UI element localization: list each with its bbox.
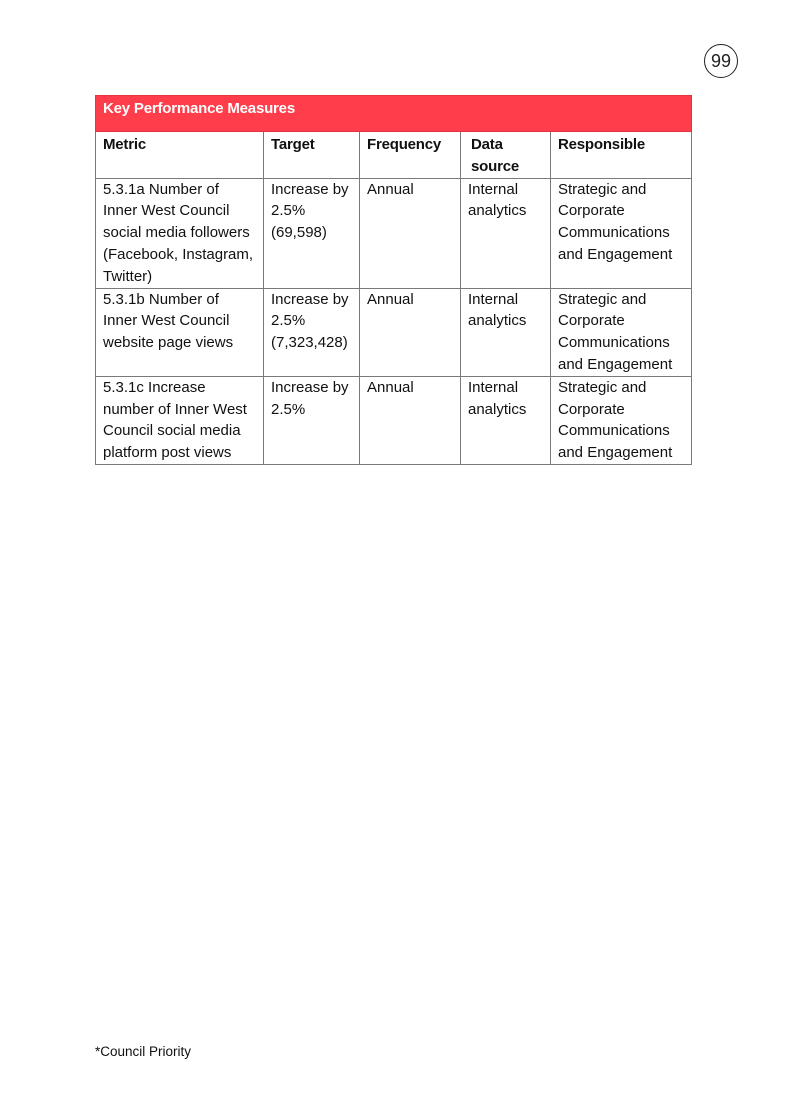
header-frequency: Frequency [360, 132, 461, 179]
cell-target: Increase by 2.5% [264, 376, 360, 464]
cell-target: Increase by 2.5% (7,323,428) [264, 288, 360, 376]
table-row [96, 288, 692, 376]
header-responsible: Responsible [551, 132, 692, 179]
cell-data-source: Internal analytics [461, 288, 551, 376]
cell-responsible: Strategic and Corporate Communications and Engagement [551, 376, 692, 464]
cell-metric: 5.3.1c Increase number of Inner West Council social media platform post views [96, 376, 264, 464]
cell-responsible: Strategic and Corporate Communications and Engagement [551, 288, 692, 376]
cell-data-source: Internal analytics [461, 376, 551, 464]
table-header-row [96, 132, 692, 179]
cell-data-source: Internal analytics [461, 178, 551, 288]
table-row [96, 178, 692, 288]
cell-frequency: Annual [360, 376, 461, 464]
table-title: Key Performance Measures [96, 96, 692, 132]
cell-frequency: Annual [360, 178, 461, 288]
cell-metric: 5.3.1a Number of Inner West Council social media followers (Facebook, Instagram, Twitter) [96, 178, 264, 288]
header-data-source: Data source [461, 132, 551, 179]
page-number: 99 [704, 44, 738, 78]
header-target: Target [264, 132, 360, 179]
key-performance-measures-table [95, 95, 692, 465]
header-metric: Metric [96, 132, 264, 179]
cell-frequency: Annual [360, 288, 461, 376]
cell-target: Increase by 2.5% (69,598) [264, 178, 360, 288]
cell-responsible: Strategic and Corporate Communications and Engagement [551, 178, 692, 288]
table-title-row [96, 96, 692, 132]
table-row [96, 376, 692, 464]
cell-metric: 5.3.1b Number of Inner West Council website page views [96, 288, 264, 376]
footnote: *Council Priority [95, 1044, 192, 1059]
